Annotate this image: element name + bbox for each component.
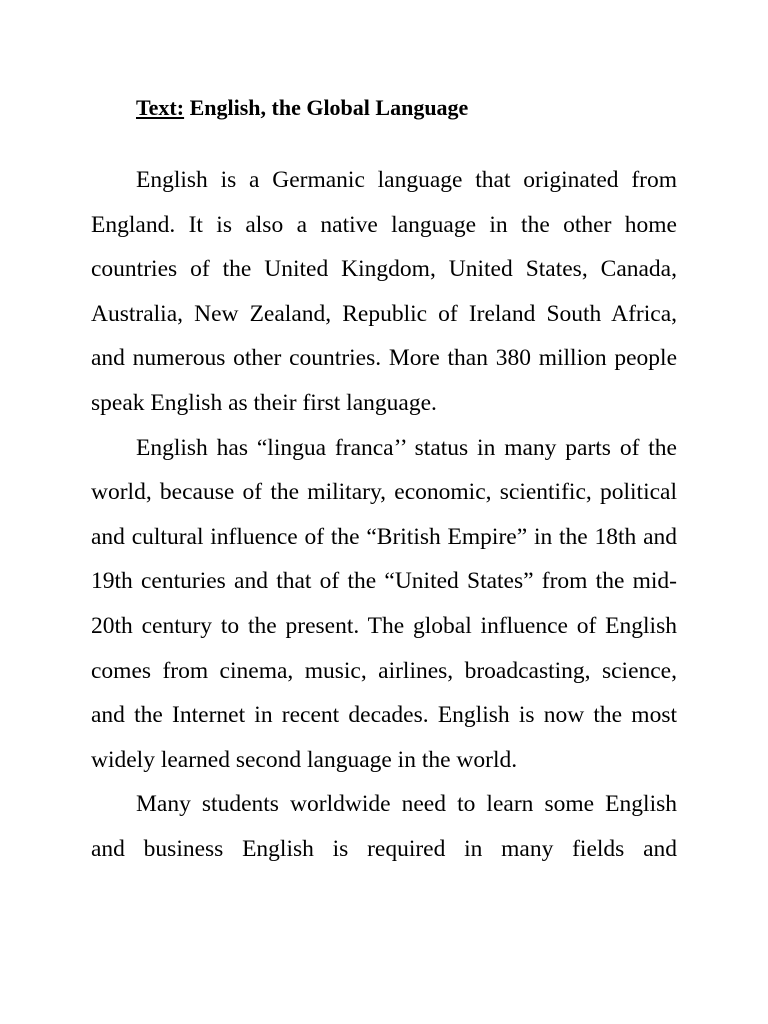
paragraph-3: Many students worldwide need to learn some English and business English is required in many fields and <box>91 791 677 862</box>
paragraph-2: English has “lingua franca’’ status in many parts of the world, because of the military, economic, scientific, political and cultural influence of the “British Empire” in the 18th and 19th centuries and that of the “United States” from the mid-20th century to the present. The global influence of English comes from cinema, music, airlines, broadcasting, science, and the Internet in recent decades. English is now the most widely learned second language in the world. <box>91 434 677 773</box>
paragraph-1: English is a Germanic language that originated from England. It is also a native language in the other home countries of the United Kingdom, United States, Canada, Australia, New Zealand, Republic of Ireland South Africa, and numerous other countries. More than 380 million people speak English as their first language. <box>91 167 677 416</box>
title-label: Text: <box>136 95 185 120</box>
title-text: English, the Global Language <box>184 95 469 120</box>
document-body <box>91 158 677 872</box>
document-title <box>136 95 468 121</box>
